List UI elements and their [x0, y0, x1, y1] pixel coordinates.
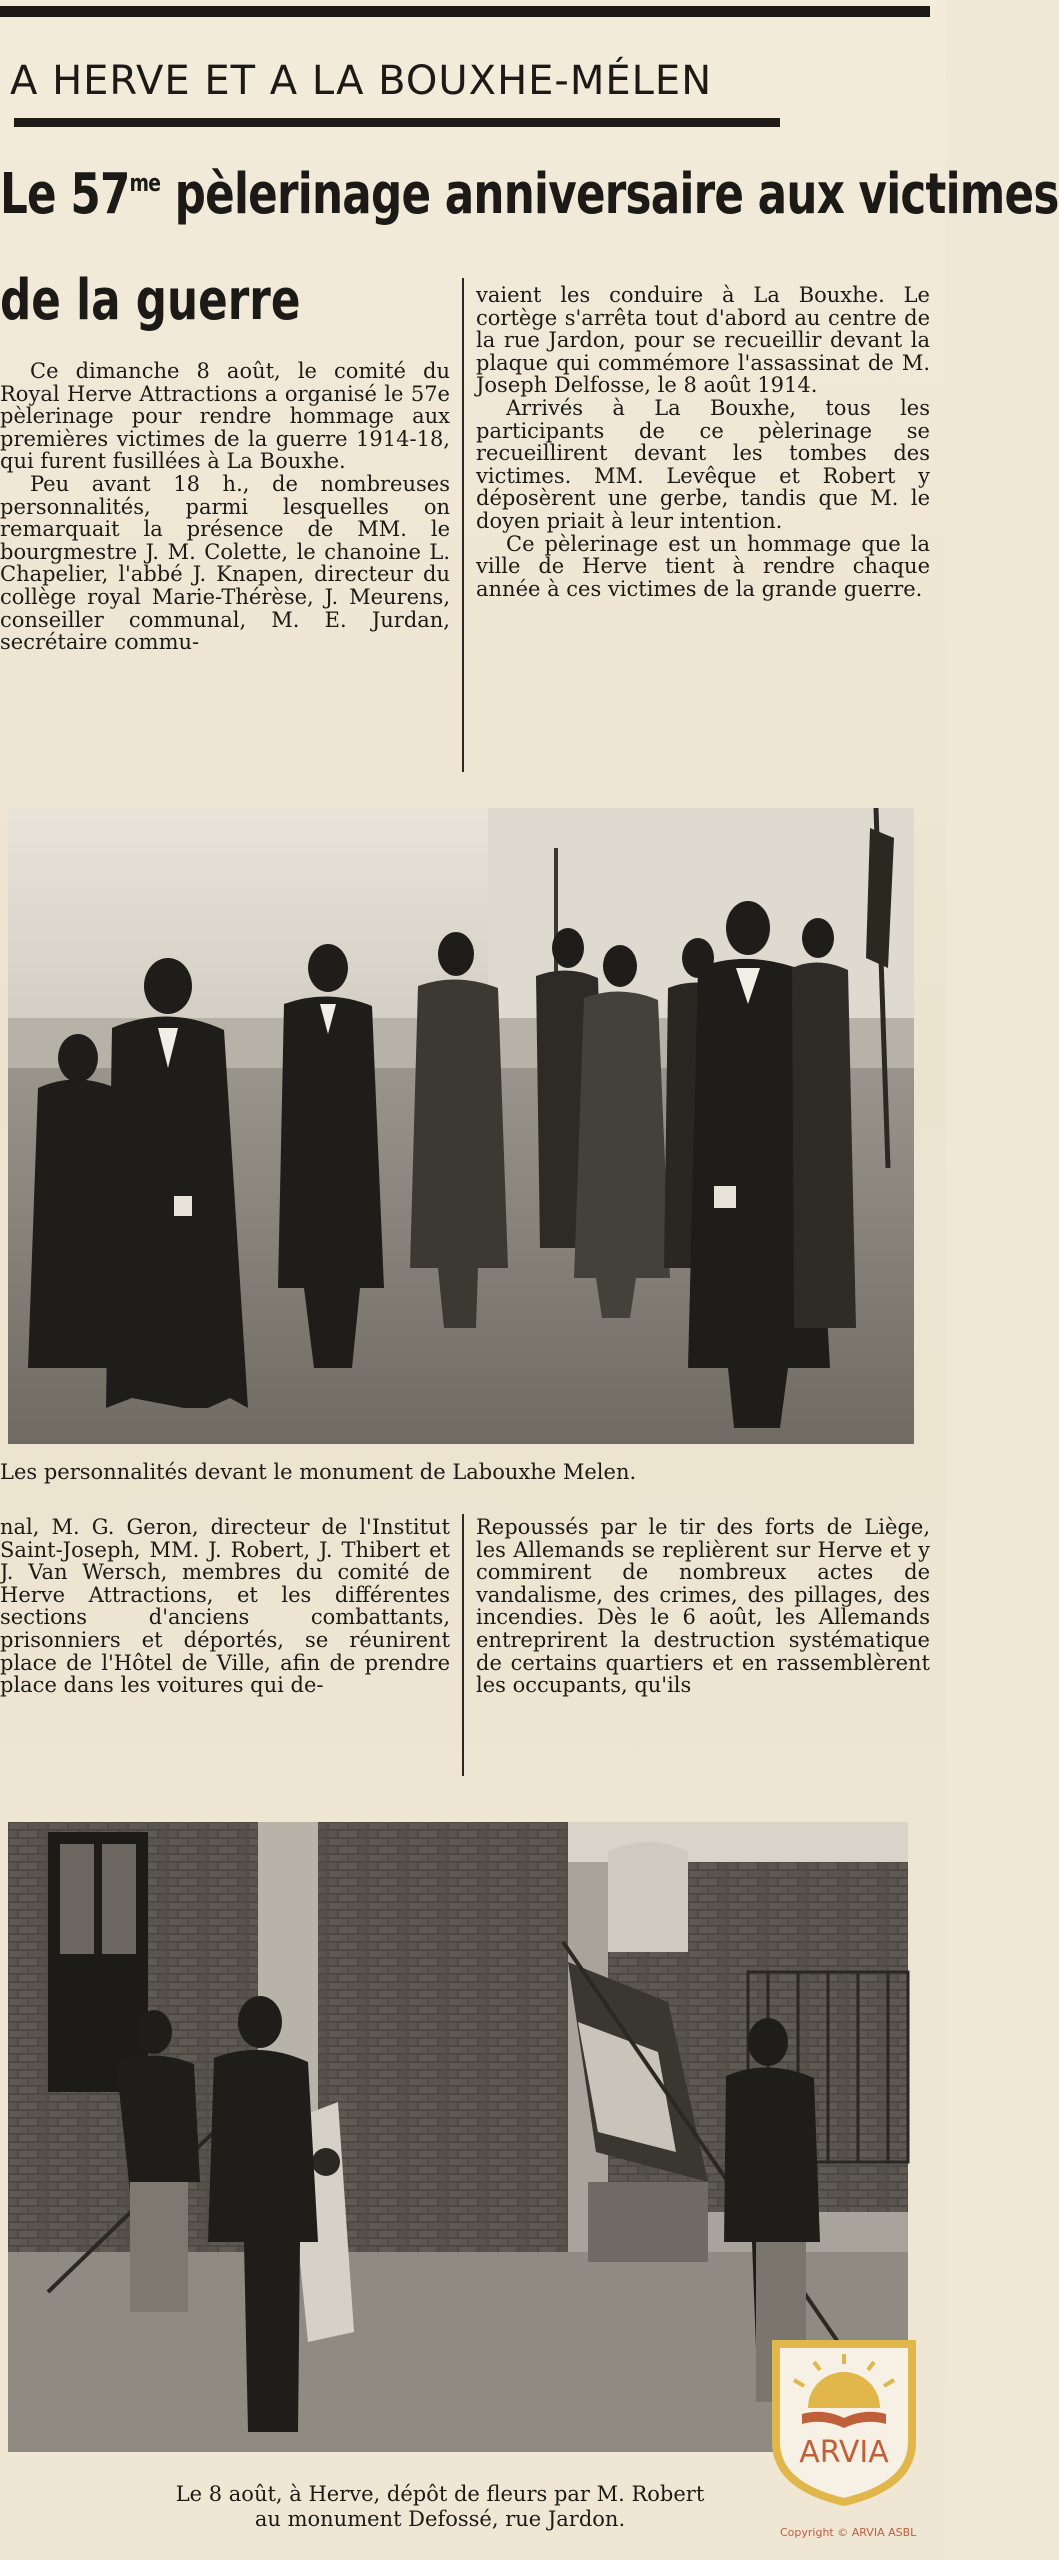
- paragraph: Ce dimanche 8 août, le comité du Royal Herve Attractions a organisé le 57e pèlerinage pour rendre hommage aux premières victimes de la guerre 1914-18, qui furent fusillées à La Bouxhe.: [0, 359, 450, 474]
- paragraph: Repoussés par le tir des forts de Liège, les Allemands se replièrent sur Herve et y commirent de nombreux actes de vandalisme, des crimes, des pillages, des incendies. Dès le 6 août, les Allemands entreprirent la destruction systématique de certains quartiers et en rassemblèrent les occupants, qu'ils: [476, 1515, 930, 1698]
- arvia-logo: [768, 2338, 920, 2506]
- paragraph: vaient les conduire à La Bouxhe. Le cortège s'arrêta tout d'abord au centre de la rue Jardon, pour se recueillir devant la plaque qui commémore l'assassinat de M. Joseph Delfosse, le 8 août 1914.: [476, 283, 930, 398]
- article-column-1: [0, 360, 450, 654]
- article-column-4: [476, 1516, 930, 1697]
- paragraph: Ce pèlerinage est un hommage que la ville de Herve tient à rendre chaque année à ces victimes de la grande guerre.: [476, 531, 930, 601]
- article-column-3: [0, 1516, 450, 1697]
- paragraph: Peu avant 18 h., de nombreuses personnalités, parmi lesquelles on remarquait la présence de MM. le bourgmestre J. M. Colette, le chanoine L. Chapelier, l'abbé J. Knapen, directeur du collège royal Marie-Thérèse, J. Meurens, conseiller communal, M. E. Jurdan, secrétaire commu-: [0, 471, 450, 655]
- headline-line-1: [0, 162, 1059, 227]
- paragraph: Arrivés à La Bouxhe, tous les participants de ce pèlerinage se recueillirent devant les tombes des victimes. MM. Levêque et Robert y déposèrent une gerbe, tandis que M. le doyen priait à leur intention.: [476, 395, 930, 533]
- section-kicker: A HERVE ET A LA BOUXHE-MÉLEN: [10, 58, 713, 104]
- top-rule: [0, 6, 930, 17]
- copyright-notice: Copyright © ARVIA ASBL: [780, 2526, 917, 2539]
- caption-2-line-1: Le 8 août, à Herve, dépôt de fleurs par M. Robert: [175, 2482, 705, 2506]
- logo-text: ARVIA: [799, 2435, 889, 2470]
- photo-caption-1: Les personnalités devant le monument de Labouxhe Melen.: [0, 1460, 637, 1484]
- article-column-2: [476, 284, 930, 600]
- headline-superscript: me: [129, 169, 161, 197]
- sunrise-book-icon: [768, 2338, 920, 2506]
- kicker-rule: [14, 118, 780, 127]
- column-divider: [462, 278, 464, 772]
- photo-caption-2: [60, 2482, 820, 2532]
- photo-1-illustration: [8, 808, 914, 1444]
- headline-line-2: de la guerre: [0, 268, 301, 333]
- paragraph: nal, M. G. Geron, directeur de l'Institut Saint-Joseph, MM. J. Robert, J. Thibert et J. Van Wersch, membres du comité de Herve Attractions, et les différentes sections d'anciens combattants, prisonniers et déportés, se réunirent place de l'Hôtel de Ville, afin de prendre place dans les voitures qui de-: [0, 1515, 450, 1698]
- headline-part2: pèlerinage anniversaire aux victimes: [160, 162, 1059, 227]
- column-divider-2: [462, 1514, 464, 1776]
- headline-part1: Le 57: [0, 162, 130, 227]
- photo-dignitaries-at-monument: [8, 808, 914, 1444]
- caption-2-line-2: au monument Defossé, rue Jardon.: [254, 2507, 626, 2531]
